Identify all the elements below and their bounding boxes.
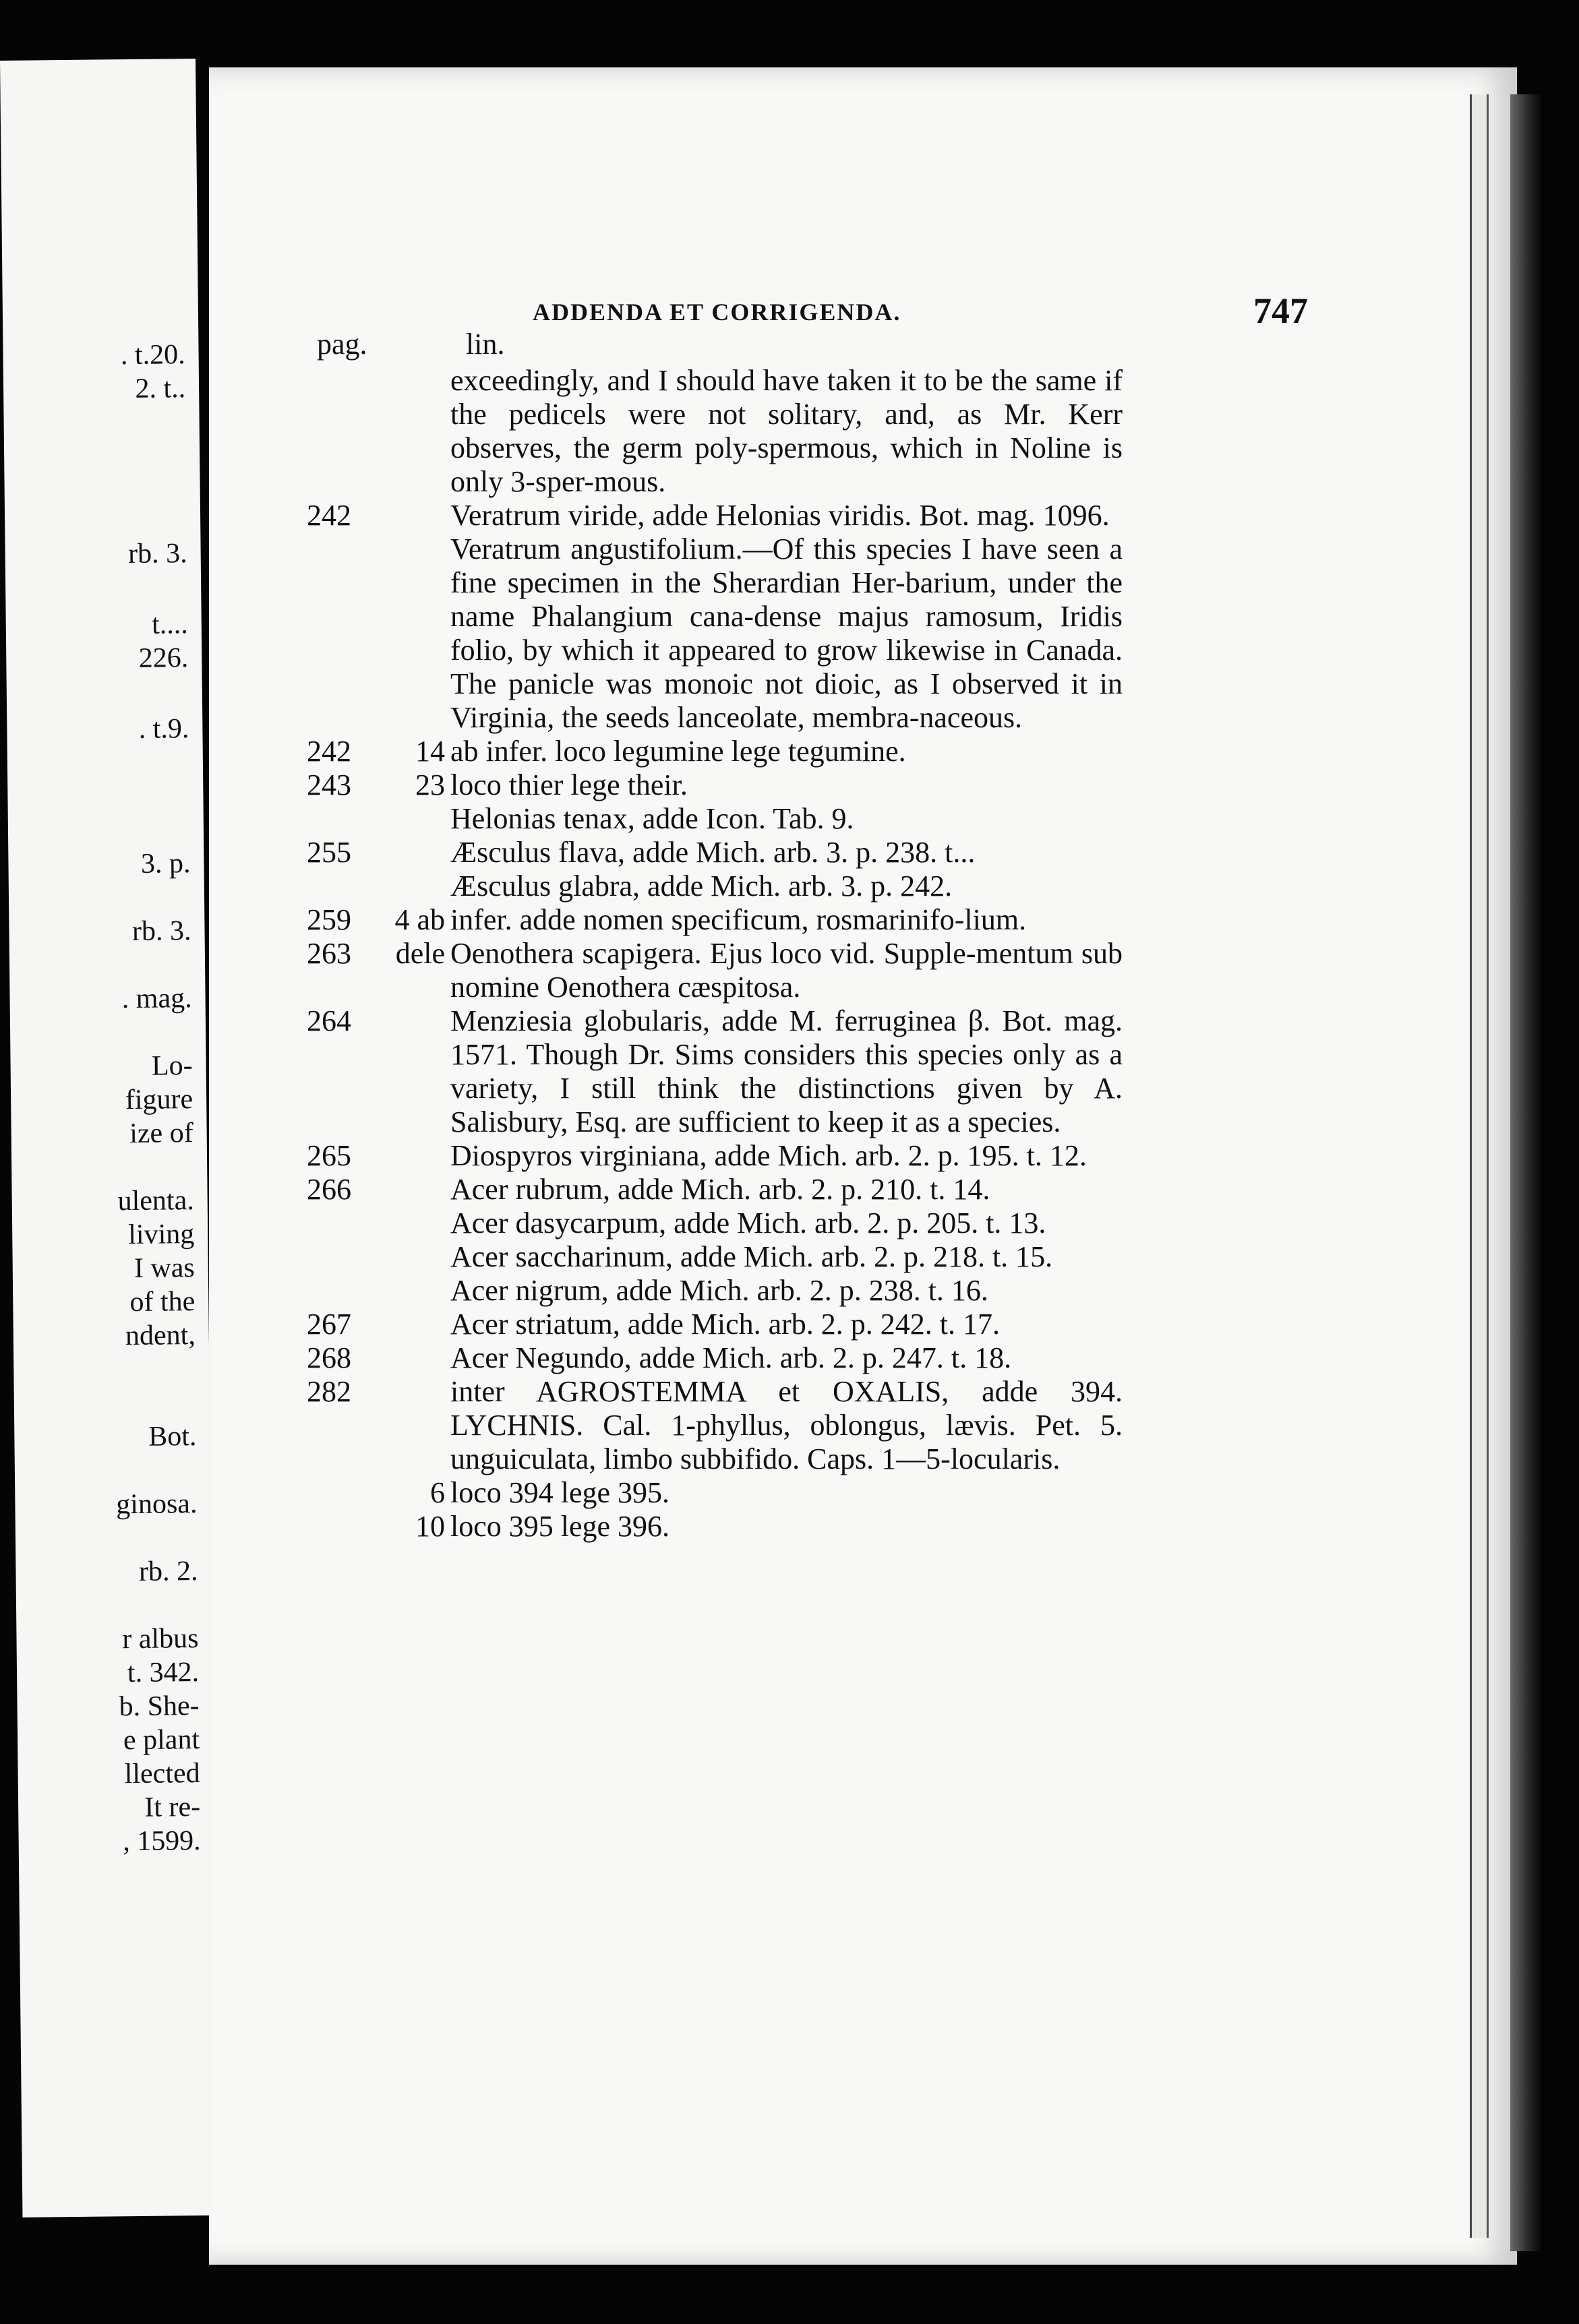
left-page-text-fragment: rb. 3. [131, 915, 191, 948]
left-page-text-fragment: 2. t.. [135, 373, 186, 404]
left-page-text-fragment: ulenta. [117, 1185, 194, 1217]
left-page-text-fragment: llected [124, 1758, 200, 1790]
running-title: ADDENDA ET CORRIGENDA. [533, 299, 901, 326]
errata-entry [307, 499, 1123, 532]
left-page-text-fragment: ndent, [125, 1320, 196, 1352]
left-page-text-fragment: figure [125, 1084, 193, 1116]
entry-text: loco thier lege their. [450, 768, 688, 801]
left-page-text-fragment: e plant [123, 1724, 200, 1756]
entry-line-number: 23 [415, 768, 445, 801]
left-page-text-fragment: of the [129, 1286, 196, 1318]
entry-page-number: 268 [307, 1341, 351, 1374]
entry-text: Helonias tenax, adde Icon. Tab. 9. [450, 802, 854, 835]
left-page-text-fragment: . t.20. [120, 339, 185, 371]
left-page-text-fragment: t. 342. [127, 1657, 200, 1689]
entry-text: infer. adde nomen specificum, rosmarinifo-lium. [450, 903, 1027, 936]
entry-text: Veratrum angustifolium.—Of this species I have seen a fine specimen in the Sherardian Her-barium, under the name Phalangium cana-dense majus ramosum, Iridis folio, by which it appeared to grow likewise in Canada. The panicle was monoic not dioic, as I observed it in Virginia, the seeds lanceolate, membra-naceous. [450, 532, 1123, 734]
errata-entry [307, 735, 1123, 768]
entry-text: Veratrum viride, adde Helonias viridis. Bot. mag. 1096. [450, 499, 1110, 532]
entry-line-number: dele [395, 937, 445, 970]
entry-text: inter AGROSTEMMA et OXALIS, adde 394. LYCHNIS. Cal. 1-phyllus, oblongus, lævis. Pet. 5. unguiculata, limbo subbifido. Caps. 1—5-locularis. [450, 1375, 1123, 1475]
errata-entry [307, 1341, 1123, 1375]
errata-list [307, 364, 1123, 1543]
entry-line-number: 6 [430, 1476, 445, 1509]
page-number: 747 [1253, 290, 1308, 331]
entry-text: Oenothera scapigera. Ejus loco vid. Supple-mentum sub nomine Oenothera cæspitosa. [450, 937, 1123, 1004]
errata-entry [307, 532, 1123, 735]
entry-text: Acer rubrum, adde Mich. arb. 2. p. 210. t. 14. [450, 1173, 990, 1206]
errata-entry [307, 364, 1123, 499]
entry-text: Menziesia globularis, adde M. ferruginea β. Bot. mag. 1571. Though Dr. Sims considers this species only as a variety, I still think the distinctions given by A. Salisbury, Esq. are sufficient to keep it as a species. [450, 1004, 1123, 1138]
entry-page-number: 267 [307, 1308, 351, 1341]
entry-text: Acer dasycarpum, adde Mich. arb. 2. p. 205. t. 13. [450, 1206, 1046, 1240]
errata-entry [307, 768, 1123, 802]
errata-entry [307, 1510, 1123, 1543]
entry-page-number: 265 [307, 1139, 351, 1172]
errata-entry [307, 802, 1123, 836]
left-page-text-fragment: 3. p. [140, 848, 191, 880]
errata-entry [307, 937, 1123, 1004]
entry-page-number: 242 [307, 499, 351, 532]
left-page-text-fragment: t.... [151, 609, 189, 640]
errata-entry [307, 1139, 1123, 1173]
left-page-text-fragment: rb. 3. [127, 538, 187, 570]
entry-text: ab infer. loco legumine lege tegumine. [450, 735, 906, 768]
errata-entry [307, 1375, 1123, 1476]
entry-text: Acer saccharinum, adde Mich. arb. 2. p. 218. t. 15. [450, 1240, 1053, 1273]
entry-text: exceedingly, and I should have taken it to be the same if the pedicels were not solitary, and, as Mr. Kerr observes, the germ poly-spermous, which in Noline is only 3-sper-mous. [450, 364, 1123, 498]
errata-entry [307, 836, 1123, 869]
entry-page-number: 264 [307, 1004, 351, 1037]
left-page-text-fragment: rb. 2. [138, 1556, 198, 1587]
errata-entry [307, 1173, 1123, 1206]
errata-entry [307, 1308, 1123, 1341]
left-page-text-fragment: r albus [122, 1623, 199, 1655]
errata-entry [307, 1240, 1123, 1274]
entry-page-number: 242 [307, 735, 351, 768]
entry-line-number: 14 [415, 735, 445, 768]
left-page-text-fragment: b. She- [119, 1690, 200, 1723]
entry-page-number: 282 [307, 1375, 351, 1408]
left-page-fragment [0, 59, 218, 2218]
entry-page-number: 259 [307, 903, 351, 936]
lin-column-header: lin. [466, 328, 505, 361]
left-page-text-fragment: 226. [138, 642, 189, 674]
entry-text: Diospyros virginiana, adde Mich. arb. 2. p. 195. t. 12. [450, 1139, 1087, 1172]
pag-column-header: pag. [317, 328, 367, 361]
left-page-text-fragment: I was [133, 1252, 196, 1285]
entry-text: Acer striatum, adde Mich. arb. 2. p. 242. t. 17. [450, 1308, 1001, 1341]
left-page-text-fragment: It re- [144, 1792, 201, 1823]
errata-entry [307, 869, 1123, 903]
errata-entry [307, 1206, 1123, 1240]
entry-text: Æsculus flava, adde Mich. arb. 3. p. 238. t... [450, 836, 976, 869]
entry-line-number: 4 ab [394, 903, 445, 936]
errata-entry [307, 903, 1123, 937]
left-page-text-fragment: Lo- [151, 1050, 193, 1082]
entry-text: Acer Negundo, adde Mich. arb. 2. p. 247. t. 18. [450, 1341, 1012, 1374]
entry-text: loco 395 lege 396. [450, 1510, 670, 1543]
left-page-text-fragment: ize of [129, 1118, 193, 1150]
errata-entry [307, 1004, 1123, 1139]
left-page-text-fragment: , 1599. [122, 1825, 201, 1858]
left-page-text-fragment: Bot. [148, 1421, 197, 1452]
entry-text: Æsculus glabra, adde Mich. arb. 3. p. 242. [450, 869, 953, 903]
entry-text: loco 394 lege 395. [450, 1476, 670, 1509]
entry-page-number: 243 [307, 768, 351, 801]
entry-page-number: 266 [307, 1173, 351, 1206]
entry-page-number: 255 [307, 836, 351, 869]
entry-page-number: 263 [307, 937, 351, 970]
left-page-text-fragment: living [127, 1219, 195, 1251]
errata-entry [307, 1476, 1123, 1510]
column-headers [317, 327, 504, 361]
page-edge [1470, 94, 1489, 2238]
left-page-text-fragment: ginosa. [116, 1488, 198, 1521]
binding-shadow [1510, 94, 1544, 2251]
left-page-text-fragment: . mag. [121, 983, 192, 1015]
errata-entry [307, 1274, 1123, 1308]
entry-text: Acer nigrum, adde Mich. arb. 2. p. 238. t. 16. [450, 1274, 988, 1307]
left-page-text-fragment: . t.9. [138, 713, 189, 745]
entry-line-number: 10 [415, 1510, 445, 1543]
